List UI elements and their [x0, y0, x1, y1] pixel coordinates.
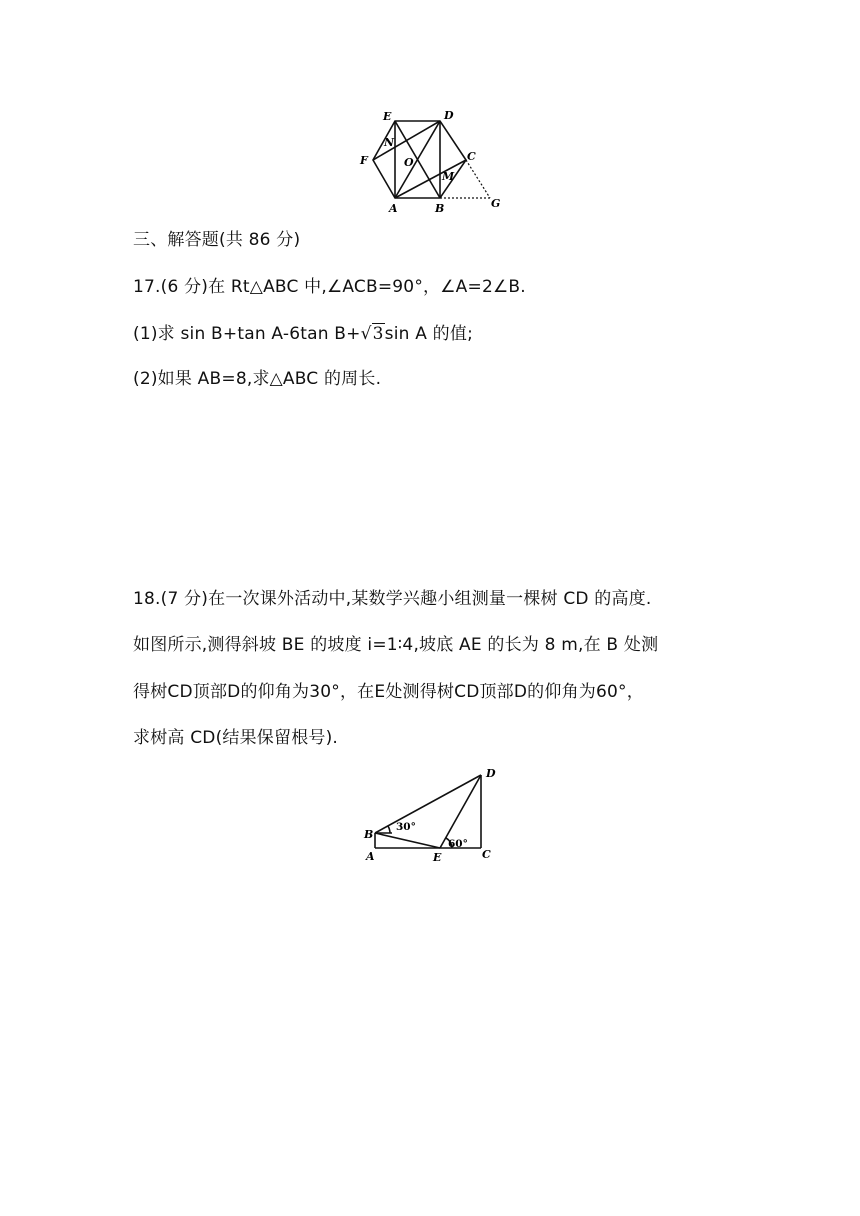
q17-part1-post: sin A 的值;	[384, 324, 473, 344]
q17-part1-pre: (1)求 sin B+tan A-6tan B+	[133, 324, 361, 344]
q17-part1-radicand: 3	[372, 324, 384, 344]
q18-line2: 如图所示,测得斜坡 BE 的坡度 i=1∶4,坡底 AE 的长为 8 m,在 B 处测	[133, 635, 659, 655]
fig1-label-D: D	[444, 109, 454, 122]
fig1-label-G: G	[491, 197, 501, 210]
q17-stem: 17.(6 分)在 Rt△ABC 中,∠ACB=90°，∠A=2∠B.	[133, 277, 526, 297]
fig1-label-O: O	[404, 156, 414, 169]
fig2-label-E: E	[433, 851, 442, 864]
fig1-label-N: N	[384, 136, 395, 149]
section-heading: 三、解答题(共 86 分)	[133, 230, 301, 250]
fig1-label-F: F	[360, 154, 368, 167]
fig1-label-M: M	[442, 170, 455, 183]
fig2-label-A: A	[366, 850, 375, 863]
fig2-label-C: C	[482, 848, 491, 861]
q18-line3: 得树CD顶部D的仰角为30°，在E处测得树CD顶部D的仰角为60°，	[133, 682, 644, 702]
fig1-label-E: E	[383, 110, 392, 123]
tree-slope-figure	[360, 762, 510, 867]
fig1-label-B: B	[435, 202, 445, 215]
q17-part2: (2)如果 AB=8,求△ABC 的周长.	[133, 369, 382, 389]
q18-line1: 18.(7 分)在一次课外活动中,某数学兴趣小组测量一棵树 CD 的高度.	[133, 589, 652, 609]
angle-label-60: 60°	[448, 838, 468, 850]
q17-part1	[133, 324, 473, 344]
hexagon-figure	[350, 100, 520, 215]
sqrt-symbol: √3	[360, 324, 384, 344]
fig1-label-A: A	[389, 202, 398, 215]
q18-line4: 求树高 CD(结果保留根号).	[133, 728, 339, 748]
fig2-label-B: B	[364, 828, 374, 841]
fig1-label-C: C	[467, 150, 476, 163]
angle-label-30: 30°	[396, 821, 416, 833]
fig2-label-D: D	[486, 767, 496, 780]
